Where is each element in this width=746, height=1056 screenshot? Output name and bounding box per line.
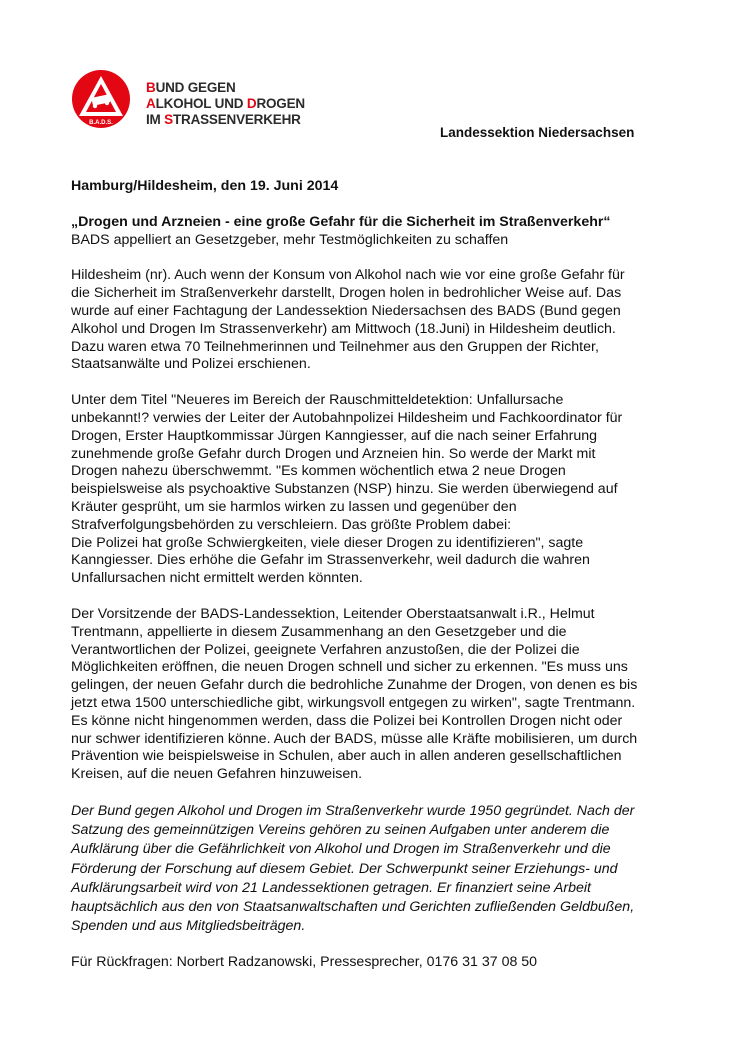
text-line: Unfallursachen nicht ermittelt werden könnten. — [71, 570, 363, 587]
headline: „Drogen und Arzneien - eine große Gefahr für die Sicherheit im Straßenverkehr“ — [71, 213, 611, 230]
text-line: Möglichkeiten eröffnen, die neuen Drogen schnell und sicher zu erkennen. "Es muss uns — [71, 659, 628, 676]
text-line: Kanngiesser. Dies erhöhe die Gefahr im Strassenverkehr, weil dadurch die wahren — [71, 552, 590, 569]
dateline: Hamburg/Hildesheim, den 19. Juni 2014 — [71, 178, 339, 194]
text-line: Der Vorsitzende der BADS-Landessektion, Leitender Oberstaatsanwalt i.R., Helmut — [71, 605, 595, 622]
text-line: Trentmann, appellierte in diesem Zusammenhang an den Gesetzgeber und die — [71, 623, 567, 640]
text-line: hauptsächlich aus den von Staatsanwaltschaften und Gerichten zufließenden Geldbußen, — [71, 898, 635, 915]
text-line: Staatsanwälte und Polizei erschienen. — [71, 356, 311, 373]
text-line: Förderung der Forschung auf diesem Gebiet. Der Schwerpunkt seiner Erziehungs- und — [71, 860, 618, 877]
section-name: Landessektion Niedersachsen — [440, 125, 635, 140]
text-line: wurde auf einer Fachtagung der Landessektion Niedersachsen des BADS (Bund gegen — [71, 302, 621, 319]
text-line: Die Polizei hat große Schwiergkeiten, viele dieser Drogen zu identifizieren", sagte — [71, 534, 584, 551]
text-line: Drogen, Erster Hauptkommissar Jürgen Kanngiesser, auf die nach seiner Erfahrung — [71, 427, 597, 444]
badge-text: B.A.D.S. — [89, 120, 113, 126]
paragraph-1 — [71, 267, 681, 374]
text-line: Es könne nicht hingenommen werden, dass die Polizei bei Kontrollen Drogen nicht oder — [71, 712, 623, 729]
text-line: Hildesheim (nr). Auch wenn der Konsum von Alkohol nach wie vor eine große Gefahr für — [71, 267, 625, 284]
text-line: gelingen, der neuen Gefahr durch die bedrohliche Zunahme der Drogen, von denen es bis — [71, 677, 638, 694]
text-line: Prävention wie beispielsweise in Schulen, aber auch in allen anderen gesellschaftlichen — [71, 748, 622, 765]
text-line: Spenden und aus Mitgliedsbeiträgen. — [71, 918, 306, 935]
text-line: Verantwortlichen der Polizei, geeignete Verfahren anzustoßen, die der Polizei die — [71, 641, 580, 658]
text-line: zunehmende große Gefahr durch Drogen und Arzneien hin. So werde der Markt mit — [71, 445, 596, 462]
text-line: Dazu waren etwa 70 Teilnehmerinnen und Teilnehmer aus den Gruppen der Richter, — [71, 338, 599, 355]
text-line: unbekannt!? verwies der Leiter der Autobahnpolizei Hildesheim und Fachkoordinator für — [71, 409, 623, 426]
text-line: Unter dem Titel "Neueres im Bereich der Rauschmitteldetektion: Unfallursache — [71, 392, 564, 409]
text-line: Kräuter gesprüht, um sie harmlos wirken zu lassen und gegenüber den — [71, 498, 517, 515]
text-line: beispielsweise als psychoaktive Substanzen (NSP) hinzu. Sie werden überwiegend auf — [71, 481, 618, 498]
text-line: Drogen nahezu überschwemmt. "Es kommen wöchentlich etwa 2 neue Drogen — [71, 463, 566, 480]
boilerplate — [71, 802, 681, 936]
text-line: Satzung des gemeinnützigen Vereins gehören zu seinen Aufgaben unter anderem die — [71, 822, 610, 839]
text-line: Der Bund gegen Alkohol und Drogen im Straßenverkehr wurde 1950 gegründet. Nach der — [71, 802, 635, 819]
bads-emblem-icon — [70, 68, 136, 130]
paragraph-3 — [71, 606, 681, 784]
subheadline: BADS appelliert an Gesetzgeber, mehr Testmöglichkeiten zu schaffen — [71, 231, 509, 248]
contact-line: Für Rückfragen: Norbert Radzanowski, Pressesprecher, 0176 31 37 08 50 — [71, 954, 538, 971]
text-line: nur schwer identifizieren könne. Auch der BADS, müsse alle Kräfte mobilisieren, um durch — [71, 730, 638, 747]
text-line: jetzt etwa 1500 unterschiedliche gibt, wirkungsvoll entgegen zu wirken", sagte Trentmann. — [71, 694, 636, 711]
text-line: Aufklärungsarbeit wird von 21 Landessektionen getragen. Er finanziert seine Arbeit — [71, 879, 591, 896]
text-line: Strafverfolgungsbehörden zu verschleiern. Das größte Problem dabei: — [71, 516, 512, 533]
text-line: die Sicherheit im Straßenverkehr darstellt, Drogen holen in bedrohlicher Weise auf. Das — [71, 285, 622, 302]
press-release-body — [71, 178, 681, 972]
bads-logo — [70, 68, 320, 130]
text-line: Alkohol und Drogen Im Strassenverkehr) am Mittwoch (18.Juni) in Hildesheim deutlich. — [71, 320, 616, 337]
text-line: Aufklärung über die Gefährlichkeit von Alkohol und Drogen im Straßenverkehr und die — [71, 841, 611, 858]
paragraph-2 — [71, 392, 681, 588]
logo-wordmark: BUND GEGEN ALKOHOL UND DROGEN IM STRASSENVERKEHR — [146, 80, 305, 127]
text-line: Kreisen, auf die neuen Gefahren hinzuweisen. — [71, 766, 363, 783]
